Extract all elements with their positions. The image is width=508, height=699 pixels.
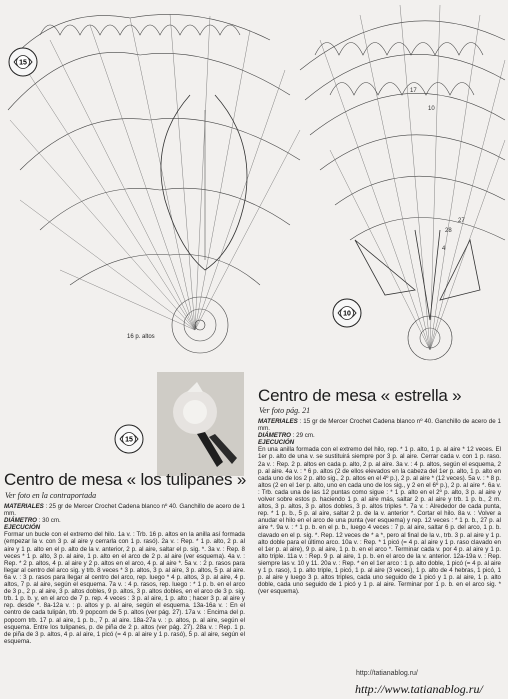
stitch-number: 10 bbox=[428, 106, 435, 112]
estrella-title: Centro de mesa « estrella » bbox=[258, 386, 462, 405]
diametro-label: DIÁMETRO bbox=[4, 517, 37, 525]
estrella-diametro bbox=[258, 432, 501, 439]
badge-number: 15 bbox=[125, 436, 133, 444]
pattern-badge-15-text bbox=[114, 424, 144, 454]
materiales-text: : 15 gr de Mercer Crochet Cadena blanco nº 40. Ganchillo de acero de 1 mm. bbox=[258, 418, 501, 433]
diagram-label: 16 p. altos bbox=[127, 334, 155, 340]
tulipanes-materiales bbox=[4, 503, 245, 517]
materiales-label: MATERIALES bbox=[258, 418, 298, 425]
doily-photo bbox=[157, 372, 244, 476]
badge-number: 10 bbox=[343, 310, 351, 318]
diametro-label: DIÁMETRO bbox=[258, 432, 291, 440]
tulipanes-ejecucion: Formar un bucle con el extremo del hilo. 1a v. : Trb. 16 p. altos en la anilla así formada (empezar la v. con 3 p. al aire y cerrarla con 1 p. rasó). 2a v. : Rep. * 1 p. alto, 2 p. al aire y 1 p. alto en el p. alto de la v. anterior, 2 p. al aire, saltar el p. sig. *. 3a v. : Rep. 8 veces * 1 p. alto, 3 p. al aire, 1 p. alto en el arco de 2 p. al aire (ver esquema). 4a v. : Rep. * 2 p. altos, 4 p. al aire y 2 p. altos en el arco, 4 p. al aire *. 5a v. : 2 p. rasos para llegar al centro del arco sig. y trb. 8 veces * 3 p. altos, 3 p. al aire, 3 p. altos, 5 p. al aire. 6a v. : 3 p. rasos para llegar al centro del arco, rep. luego * 4 p. altos, 3 p. al aire, 4 p. altos, 7 p. al aire, según el esquema. 7a v. : 4 p. rasos, rep. luego : * 1 p. b. en el arco de 3 p., 2 p. al aire, 3 p. altos dobles, 9 p. altos, 3 p. altos dobles, en el arco de 3 p. sig. trb. 1 p. b. y, en el arco de 7 p. rep. 4 veces : 3 p. al aire, 1 p. alto ; hacer 3 p. al aire y rep. desde *. 8a-12a v. : p. altos y p. al aire, según el esquema. 13a-16a v. : En el centro de cada tulipán, trb. 9 popcorn de 5 p. altos (ver pág. 27). 17a v. : Encima del p. popcorn trb. 17 p. al aire, 1 p. b., 7 p. al aire. 18a-27a v. : p. altos, p. al aire, según el esquema. Entre los tulipanes, p. de piña de 2 p. altos (ver pág. 27). 28a v. : Rep. 1 p. de piña de 3 p. altos, 4 p. al aire, 1 picó (= 4 p. al aire y 1 p. rasó), 5 p. al aire, según el esquema. bbox=[4, 531, 245, 645]
estrella-ejecucion: En una anilla formada con el extremo del hilo, rep. * 1 p. alto, 1 p. al aire * 12 veces. El 1er p. alto de una v. se sustituirá siempre por 3 p. al aire. Cerrar cada v. con 1 p. raso. 2a v. : Rep. 2 p. altos en cada p. alto, 2 p. al aire. 3a v. : 4 p. altos, según el esquema, 2 p. al aire. 4a v. : * 6 p. altos (2 de ellos elevados en la cabeza del 1er p. alto, 1 p. alto en cada uno de los 2 p. alto sig., 2 p. altos en el 4º p.), 2 p. al aire * (12 veces). 5a v. : * 8 p. altos (2 en el 1er p. alto, uno en cada uno de los sig., y 2 en el 6º p.), 2 p. al aire *. 6a v. : Trb. cada una de las 12 puntas como sigue : * 1 p. alto en el 2º p. alto, 3 p. al aire y volver sobre estos p. haciendo 1 p. al aire más, saltar 2 p. al aire y trb. 1 p. b., 2 m. altos, 3 p. altos, 3 p. altos dobles, 3 p. altos triples *. 7a v. : Alrededor de cada punta, rep. * 1 p. b., 5 p. al aire, saltar 2 p. de la v. anterior *. Cortar el hilo. 8a v. : Volver a anudar el hilo en el arco de una punta (ver esquema) y rep. 12 veces : * 1 p. b., 27 p. al aire *. 9a v. : * 1 p. b. en el p. b., luego 4 veces : 7 p. al aire, saltar 6 p. del arco, 1 p. b. clavado en el p. sig. *. Rep. 12 veces de * a *, pero al final de la v., trb. 3 p. al aire y 1 p. alto doble para el último arco. 10a v. : Rep. * 1 picó (= 4 p. al aire y 1 p. raso clavado en el 1er p. al aire), 9 p. al aire, 1 p. b. en el arco *. Terminar cada v. por 4 p. al aire y 1 p. alto triple. 11a v. : Rep. 9 p. al aire, 1 p. b. en el arco de la v. anterior. 12a-19a v. : Rep. siempre las v. 10 y 11. 20a v. : Rep. * en el 1er arco : 1 p. alto doble, 1 picó (= 4 p. al aire y 1 p. raso), 1 p. alto triple, 1 picó, 1 p. al aire (3 veces), 1 p. alto de 4 hebras, 1 picó, 1 p. al aire y luego 3 p. altos triples, cada uno seguido de 1 picó y 1 p. al aire, 1 p. alto doble, cada uno seguido de 1 picó y 1 p. al aire. Terminar por 1 p. b. en el arco sig. * (ver esquema). bbox=[258, 446, 501, 596]
stitch-number: 27 bbox=[458, 218, 465, 224]
tulipanes-body bbox=[4, 503, 245, 695]
stitch-number: 4 bbox=[442, 246, 446, 252]
badge-number: 15 bbox=[19, 59, 27, 67]
stitch-number: 28 bbox=[445, 228, 452, 234]
materiales-label: MATERIALES bbox=[4, 503, 44, 510]
ejecucion-label: EJECUCIÓN bbox=[4, 524, 41, 532]
tulipanes-diametro bbox=[4, 517, 245, 524]
diametro-text: : 30 cm. bbox=[37, 517, 61, 525]
tulipanes-ref: Ver foto en la contraportada bbox=[5, 491, 97, 500]
footer-site-watermark[interactable]: http://www.tatianablog.ru/ bbox=[355, 682, 483, 696]
tulipanes-title: Centro de mesa « los tulipanes » bbox=[4, 470, 247, 489]
stitch-number: 17 bbox=[410, 88, 417, 94]
pattern-badge-15 bbox=[8, 47, 38, 77]
estrella-ref: Ver foto pág. 21 bbox=[259, 406, 311, 415]
footer-url[interactable]: http://tatianablog.ru/ bbox=[356, 670, 418, 677]
estrella-body bbox=[258, 418, 501, 658]
pattern-badge-10 bbox=[332, 298, 362, 328]
estrella-materiales bbox=[258, 418, 501, 432]
diametro-text: : 29 cm. bbox=[291, 432, 315, 440]
materiales-text: : 25 gr de Mercer Crochet Cadena blanco nº 40. Ganchillo de acero de 1 mm. bbox=[4, 503, 245, 518]
ejecucion-label: EJECUCIÓN bbox=[258, 439, 295, 447]
tulip-outer-arc bbox=[10, 14, 270, 60]
